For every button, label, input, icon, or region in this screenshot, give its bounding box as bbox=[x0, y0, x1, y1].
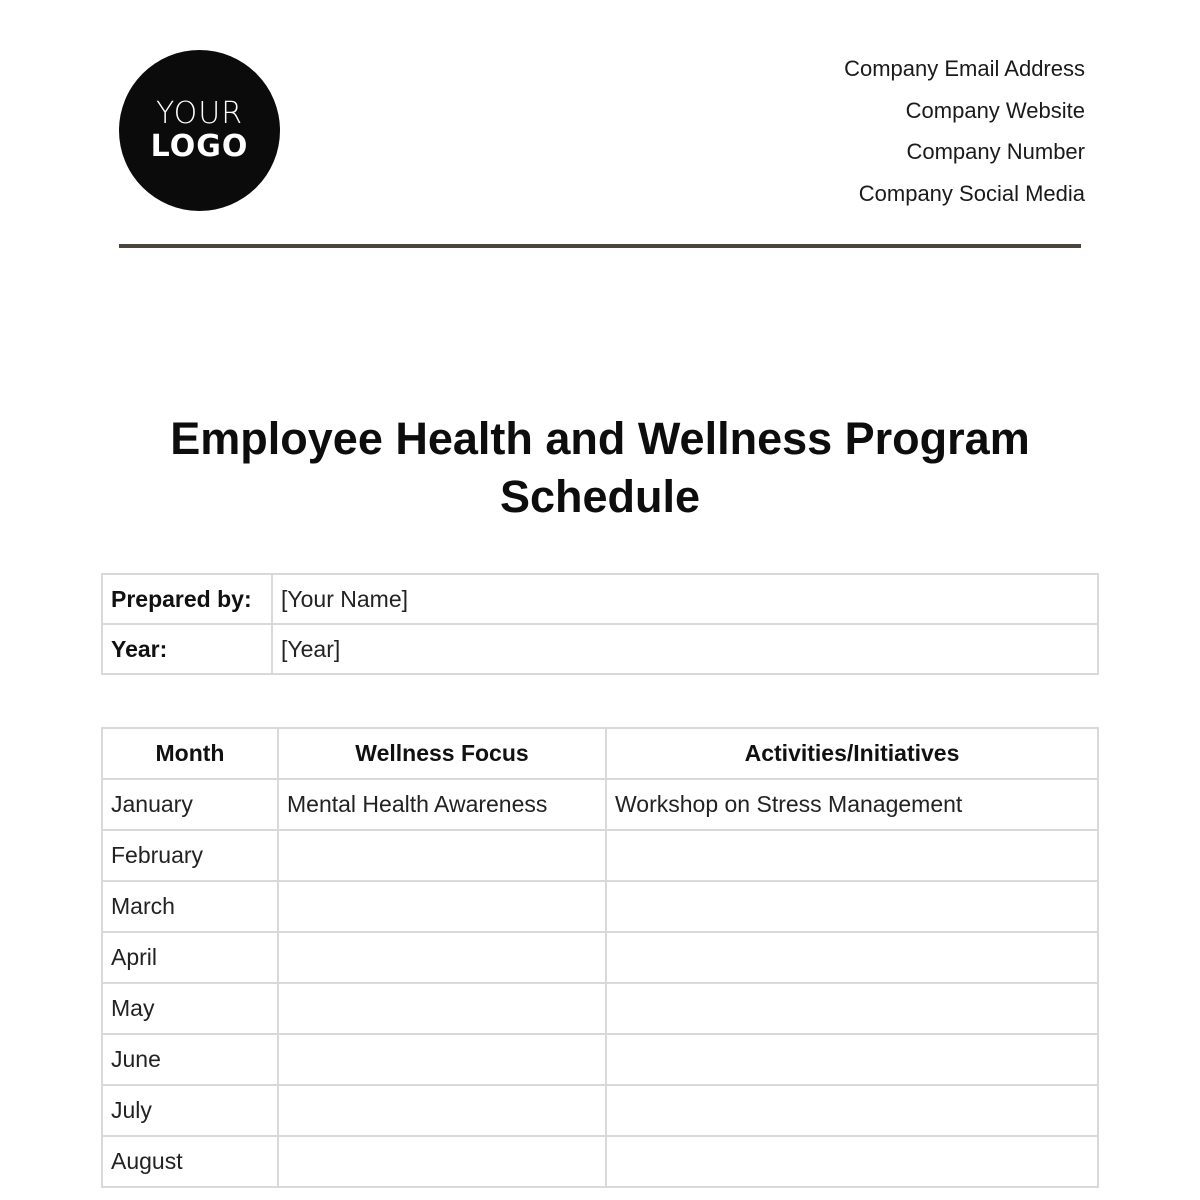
prepared-by-value: [Your Name] bbox=[272, 574, 1098, 624]
table-row bbox=[102, 779, 1098, 830]
table-row bbox=[102, 983, 1098, 1034]
activities-cell bbox=[606, 1085, 1098, 1136]
month-cell: January bbox=[102, 779, 278, 830]
activities-cell bbox=[606, 983, 1098, 1034]
prepared-by-label: Prepared by: bbox=[102, 574, 272, 624]
year-label: Year: bbox=[102, 624, 272, 674]
table-row bbox=[102, 1085, 1098, 1136]
column-header-month: Month bbox=[102, 728, 278, 779]
table-header-row bbox=[102, 728, 1098, 779]
table-row bbox=[102, 830, 1098, 881]
activities-cell bbox=[606, 1034, 1098, 1085]
wellness-focus-cell bbox=[278, 1034, 606, 1085]
company-social-media: Company Social Media bbox=[858, 180, 1085, 206]
logo-text-line2: LOGO bbox=[150, 129, 249, 164]
month-cell: February bbox=[102, 830, 278, 881]
month-cell: April bbox=[102, 932, 278, 983]
month-cell: July bbox=[102, 1085, 278, 1136]
header-divider bbox=[119, 244, 1081, 248]
company-website: Company Website bbox=[905, 97, 1085, 123]
month-cell: March bbox=[102, 881, 278, 932]
activities-cell bbox=[606, 881, 1098, 932]
activities-cell: Workshop on Stress Management bbox=[606, 779, 1098, 830]
month-cell: June bbox=[102, 1034, 278, 1085]
month-cell: May bbox=[102, 983, 278, 1034]
wellness-focus-cell bbox=[278, 1085, 606, 1136]
wellness-focus-cell bbox=[278, 1136, 606, 1187]
activities-cell bbox=[606, 932, 1098, 983]
table-row bbox=[102, 1034, 1098, 1085]
year-row bbox=[102, 624, 1098, 674]
activities-cell bbox=[606, 830, 1098, 881]
wellness-focus-cell bbox=[278, 932, 606, 983]
prepared-by-row bbox=[102, 574, 1098, 624]
wellness-focus-cell bbox=[278, 881, 606, 932]
company-email: Company Email Address bbox=[844, 56, 1085, 81]
company-number: Company Number bbox=[906, 139, 1085, 164]
table-row bbox=[102, 932, 1098, 983]
company-contact-block bbox=[844, 54, 1085, 220]
company-logo bbox=[119, 50, 280, 211]
column-header-activities: Activities/Initiatives bbox=[606, 728, 1098, 779]
logo-text-line1: YOUR bbox=[155, 96, 244, 131]
document-title: Employee Health and Wellness Program Schedule bbox=[170, 413, 1030, 522]
activities-cell bbox=[606, 1136, 1098, 1187]
wellness-focus-cell bbox=[278, 983, 606, 1034]
year-value: [Year] bbox=[272, 624, 1098, 674]
wellness-focus-cell: Mental Health Awareness bbox=[278, 779, 606, 830]
wellness-schedule-table bbox=[101, 727, 1099, 1188]
column-header-wellness-focus: Wellness Focus bbox=[278, 728, 606, 779]
table-row bbox=[102, 881, 1098, 932]
wellness-focus-cell bbox=[278, 830, 606, 881]
table-row bbox=[102, 1136, 1098, 1187]
month-cell: August bbox=[102, 1136, 278, 1187]
document-meta-table bbox=[101, 573, 1099, 675]
